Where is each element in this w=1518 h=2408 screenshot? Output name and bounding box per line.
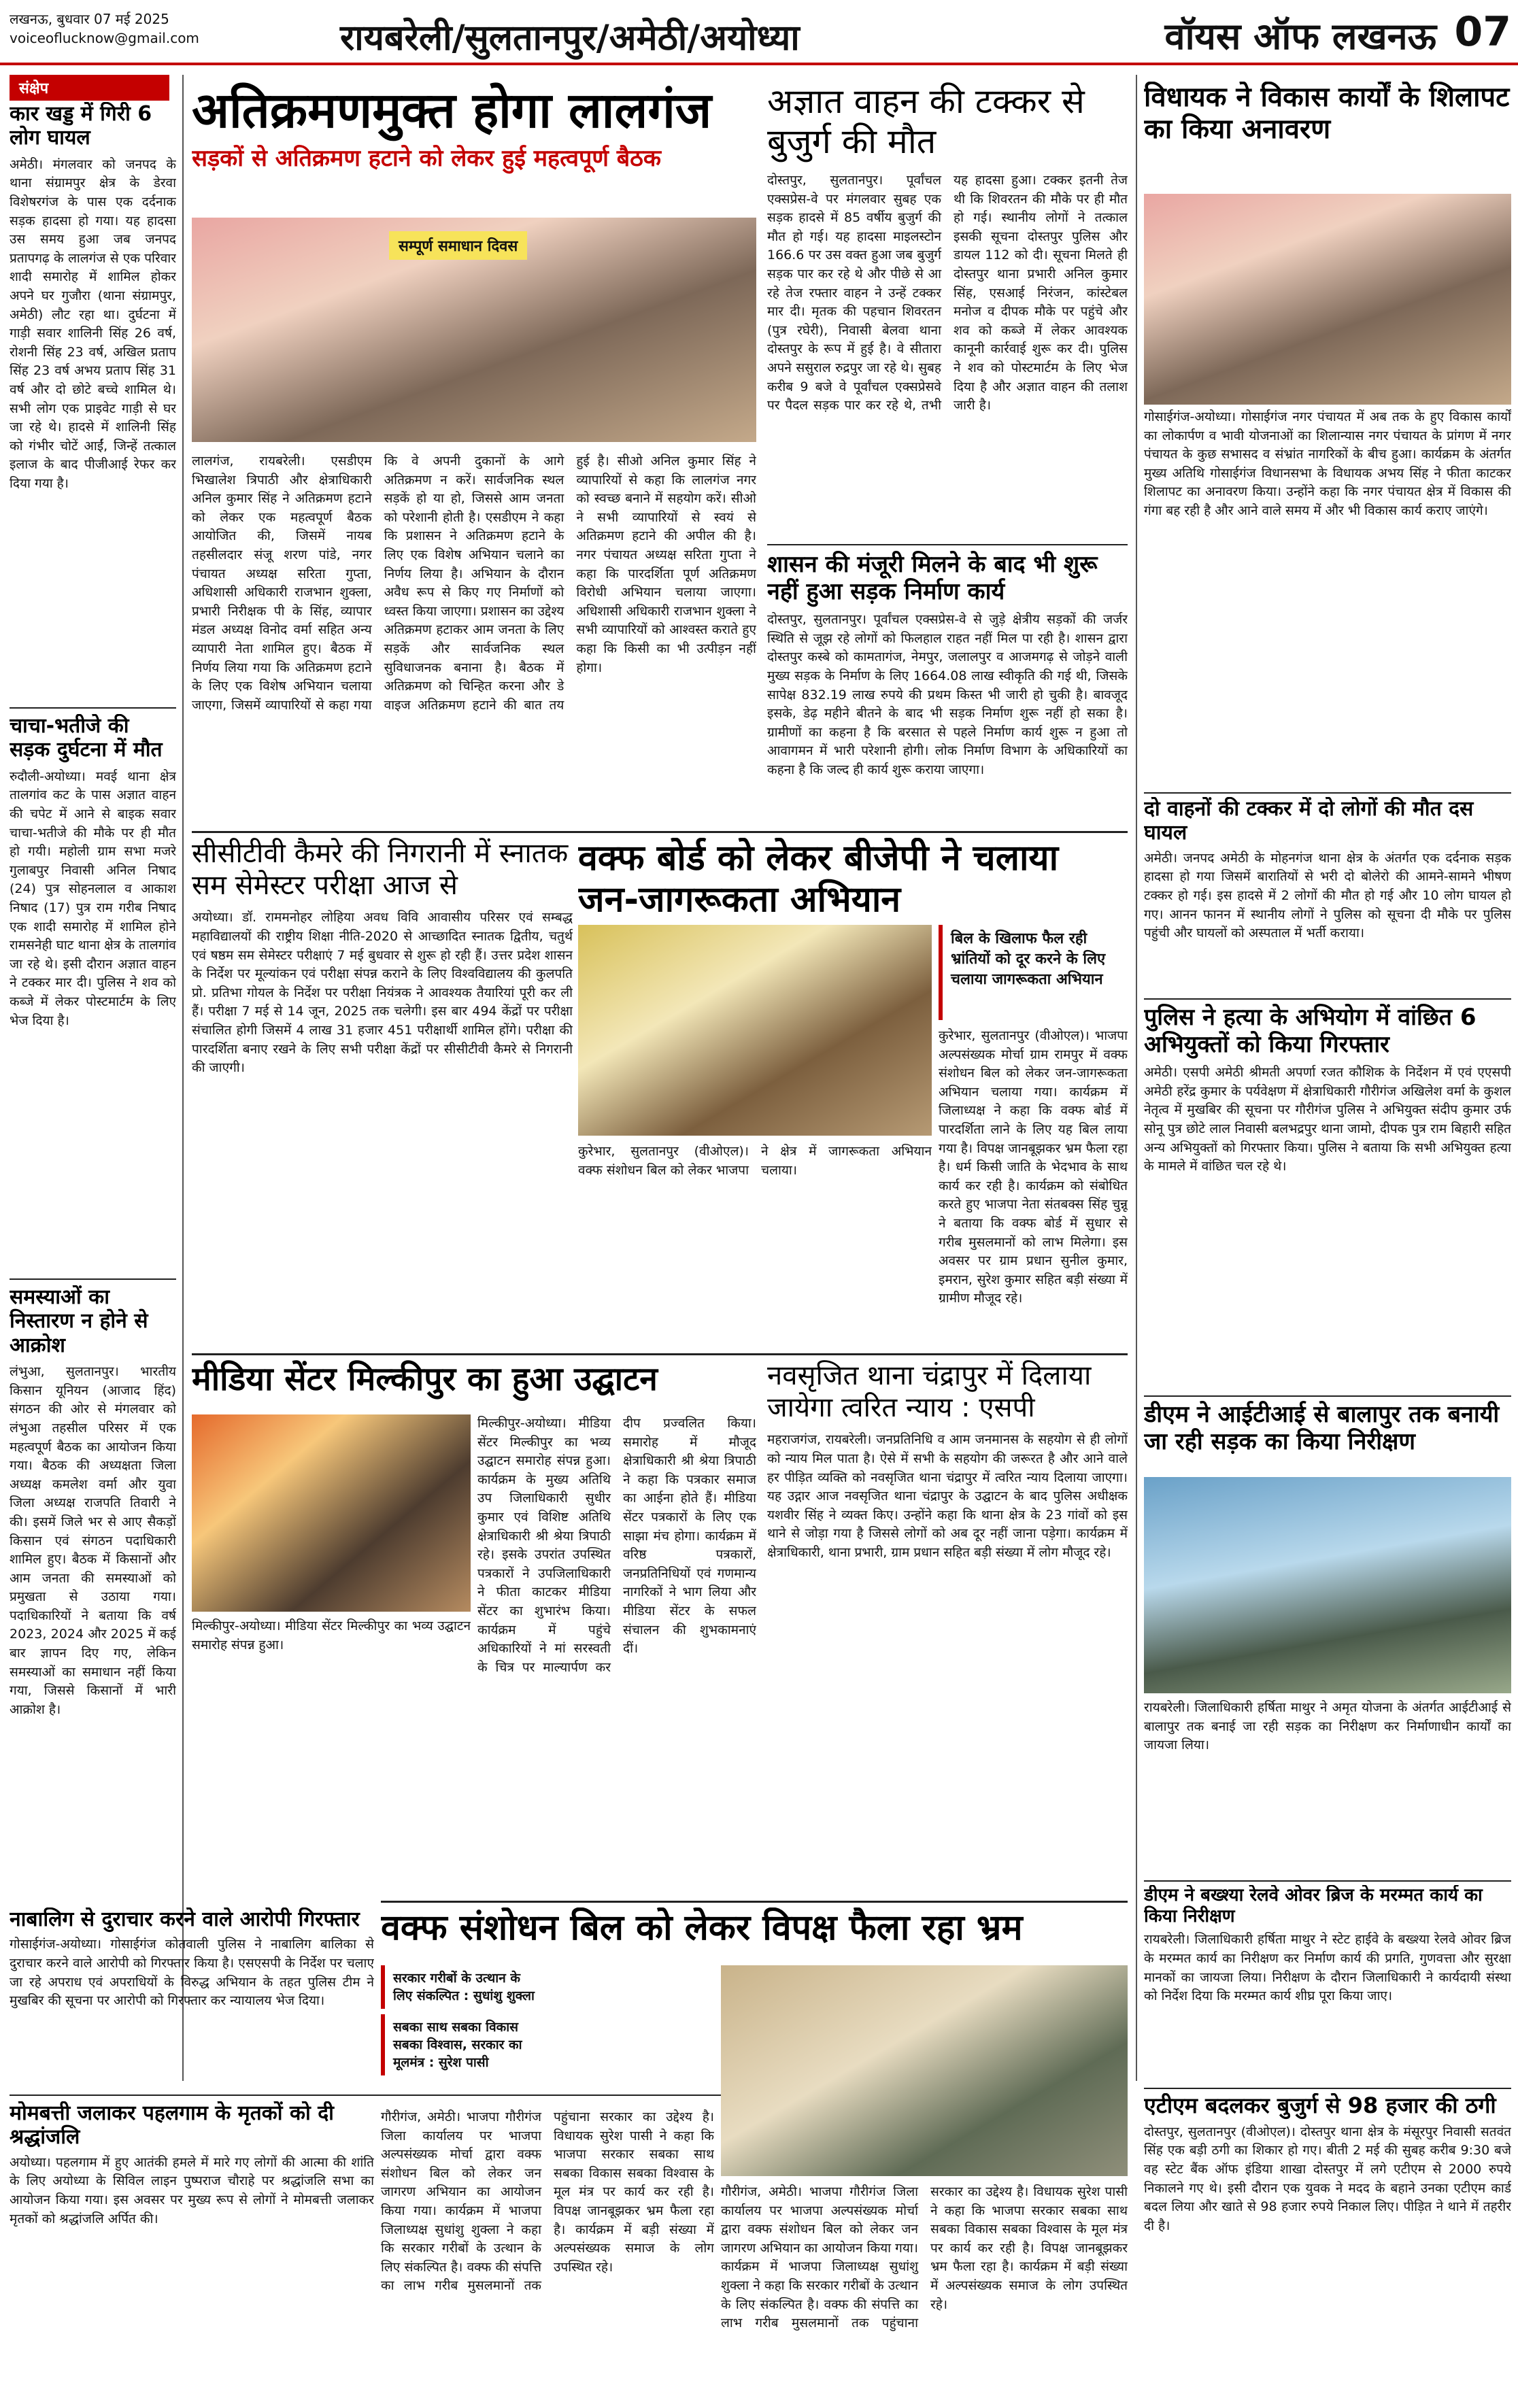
dm-story bbox=[1144, 1401, 1511, 1476]
road-body: दोस्तपुर, सुलतानपुर। पूर्वांचल एक्सप्रेस-वे से जुड़े क्षेत्रीय सड़कों की जर्जर स्थिति से जूझ रहे लोगों को फिलहाल राहत नहीं मिल पा रही है। शासन द्वारा दोस्तपुर कस्बे को कामतागंज, नेमपुर, जलालपुर व आजमगढ़ से जोड़ने वाली मुख्य सड़क के निर्माण के लिए 1664.08 लाख स्वीकृति की गई थी, जिसके सापेक्ष 832.19 लाख रुपये की प्रथम किस्त भी जारी हो चुकी है। बावजूद इसके, डेढ़ महीने बीतने के बाद भी सड़क निर्माण शुरू नहीं हो सका है। ग्रामीणों का कहना है कि बरसात से पहले निर्माण कार्य शुरू न हुआ तो आवागमन में भारी परेशानी होगी। लोक निर्माण विभाग के अधिकारियों का कहना है कि जल्द ही कार्य शुरू कराया जाएगा। bbox=[767, 612, 1128, 777]
mla-body: गोसाईगंज-अयोध्या। गोसाईगंज नगर पंचायत में अब तक के हुए विकास कार्यों का लोकार्पण व भावी योजनाओं का शिलान्यास नगर पंचायत के प्रांगण में नगर पंचायत के कुछ सभासद व संभ्रांत नागरिकों के बीच हुआ। कार्यक्रम के अंतर्गत मुख्य अतिथि गोसाईगंज विधानसभा के विधायक अभय सिंह ने फीता काटकर शिलापट का अनावरण किया। उन्होंने कहा कि नगर पंचायत क्षेत्र में विकास की गंगा बह रही है और आने वाले समय में और भी विकास कार्य कराए जाएंगे। bbox=[1144, 409, 1511, 518]
arrest-headline: पुलिस ने हत्या के अभियोग में वांछित 6 अभियुक्तों को किया गिरफ्तार bbox=[1144, 1004, 1477, 1059]
brief-4 bbox=[10, 1907, 374, 2098]
brief-3-body: लंभुआ, सुलतानपुर। भारतीय किसान यूनियन (आजाद हिंद) संगठन की ओर से मंगलवार को लंभुआ तहसील परिसर में एक महत्वपूर्ण बैठक का आयोजन किया गया। बैठक की अध्यक्षता जिला अध्यक्ष कमलेश वर्मा और युवा जिला अध्यक्ष राजपति तिवारी ने की। इसमें जिले भर से आए सैकड़ों किसान एवं संगठन पदाधिकारी शामिल हुए। बैठक में किसानों और आम जनता की समस्याओं को प्रमुखता से उठाया गया। पदाधिकारियों ने बताया कि वर्ष 2023, 2024 और 2025 में कई बार ज्ञापन दिए गए, लेकिन समस्याओं का समाधान नहीं किया गया, जिससे किसानों में भारी आक्रोश है। bbox=[10, 1364, 176, 1717]
accident-headline: अज्ञात वाहन की टक्कर से बुजुर्ग की मौत bbox=[767, 82, 1085, 161]
nyay-body: महराजगंज, रायबरेली। जनप्रतिनिधि व आम जनमानस के सहयोग से ही लोगों को न्याय मिल पाता है। ऐसे में सभी के सहयोग की जरूरत है और आने वाले हर पीड़ित व्यक्ति को नवसृजित थाना चंद्रापुर में त्वरित न्याय दिलाया जाएगा। यह उद्गार आज नवसृजित थाना चंद्रापुर के उद्घाटन के बाद पुलिस अधीक्षक यशवीर सिंह ने व्यक्त किए। उन्होंने कहा कि थाना क्षेत्र के 23 गांवों को इस थाने से जोड़ा गया है जिससे लोगों को अब दूर नहीं जाना पड़ेगा। कार्यक्रम में क्षेत्राधिकारी, थाना प्रभारी, ग्राम प्रधान सहित बड़ी संख्या में लोग मौजूद रहे। bbox=[767, 1432, 1128, 1560]
brief-1-body: अमेठी। मंगलवार को जनपद के थाना संग्रामपुर क्षेत्र के डेरवा विशेषरगंज के पास एक दर्दनाक सड़क हादसा हो गया। यह हादसा उस समय हुआ जब जनपद प्रतापगढ़ के लालगंज से एक परिवार शादी समारोह में शामिल होकर अपने घर गुजौरा (थाना संग्रामपुर, अमेठी) लौट रहा था। दुर्घटना में गाड़ी सवार शालिनी सिंह 26 वर्ष, रोशनी सिंह 23 वर्ष, अखिल प्रताप सिंह 23 वर्ष अभय प्रताप सिंह 31 वर्ष और दो छोटे बच्चे शामिल थे। सभी लोग एक प्राइवेट गाड़ी से घर जा रहे थे। हादसे में शालिनी सिंह को गंभीर चोटें आईं, जिन्हें तत्काल इलाज के बाद पीजीआई रेफर कर दिया गया है। bbox=[10, 156, 176, 491]
media-body: मिल्कीपुर-अयोध्या। मीडिया सेंटर मिल्कीपुर का भव्य उद्घाटन समारोह संपन्न हुआ। कार्यक्रम के मुख्य अतिथि उप जिलाधिकारी सुधीर कुमार एवं विशिष्ट अतिथि क्षेत्राधिकारी श्री श्रेया त्रिपाठी रहे। इसके उपरांत उपस्थित पत्रकारों ने उपजिलाधिकारी ने फीता काटकर मीडिया सेंटर का शुभारंभ किया। कार्यक्रम में पहुंचे अधिकारियों ने मां सरस्वती के चित्र पर माल्यार्पण कर दीप प्रज्वलित किया। समारोह में मौजूद क्षेत्राधिकारी श्री श्रेया त्रिपाठी ने कहा कि पत्रकार समाज का आईना होते हैं। मीडिया सेंटर पत्रकारों के लिए एक साझा मंच होगा। कार्यक्रम में वरिष्ठ पत्रकारों, जनप्रतिनिधियों एवं गणमान्य नागरिकों ने भाग लिया और मीडिया सेंटर के सफल संचालन की शुभकामनाएं दीं। bbox=[477, 1416, 756, 1675]
atm-body: दोस्तपुर, सुलतानपुर (वीओएल)। दोस्तपुर थाना क्षेत्र के मंसूरपुर निवासी सतवंत सिंह एक बड़ी ठगी का शिकार हो गए। बीती 2 मई की सुबह करीब 9:30 बजे वह स्टेट बैंक ऑफ इंडिया शाखा दोस्तपुर में लगे एटीएम से 2000 रुपये निकालने गए थे। इसी दौरान एक युवक ने मदद के बहाने उनका एटीएम कार्ड बदल लिया और खाते से 98 हजार रुपये निकाल लिए। पीड़ित ने थाने में तहरीर दी है। bbox=[1144, 2124, 1511, 2233]
dateline-block bbox=[10, 10, 199, 48]
masthead bbox=[0, 0, 1518, 65]
sankshep-label: संक्षेप bbox=[10, 75, 169, 101]
waqf-bjp-headline: वक्फ बोर्ड को लेकर बीजेपी ने चलाया जन-जागरूकता अभियान bbox=[578, 838, 1059, 921]
brief-5 bbox=[10, 2101, 374, 2401]
road-story bbox=[767, 551, 1128, 823]
waqf-opp-headline: वक्फ संशोधन बिल को लेकर विपक्ष फैला रहा भ्रम bbox=[381, 1907, 1023, 1948]
waqf-bjp-caption: कुरेभार, सुलतानपुर (वीओएल)। वक्फ संशोधन बिल को लेकर भाजपा ने क्षेत्र में जागरूकता अभियान चलाया। bbox=[578, 1144, 932, 1178]
photo-banner: सम्पूर्ण समाधान दिवस bbox=[389, 231, 527, 260]
bridge-story bbox=[1144, 1885, 1511, 2082]
cctv-headline: सीसीटीवी कैमरे की निगरानी में स्नातक सम सेमेस्टर परीक्षा आज से bbox=[192, 838, 569, 902]
waqf-opp-photo bbox=[721, 1965, 1128, 2176]
lalganj-body: लालगंज, रायबरेली। एसडीएम भिखालेश त्रिपाठी और क्षेत्राधिकारी अनिल कुमार सिंह ने अतिक्रमण हटाने को लेकर एक महत्वपूर्ण बैठक आयोजित की, जिसमें नायब तहसीलदार संजू शरण पांडे, नगर पंचायत अध्यक्ष सरिता गुप्ता, अधिशासी अधिकारी राजभान शुक्ला, प्रभारी निरीक्षक पी के सिंह, व्यापार मंडल अध्यक्ष विनोद वर्मा सहित अन्य व्यापारी नेता शामिल हुए। बैठक में निर्णय लिया गया कि अतिक्रमण हटाने के लिए एक विशेष अभियान चलाया जाएगा, जिसमें व्यापारियों से कहा गया कि वे अपनी दुकानों के आगे अतिक्रमण न करें। सार्वजनिक स्थल सड़कें हो या हो, जिससे आम जनता को परेशानी होती है। एसडीएम ने कहा कि प्रशासन ने अतिक्रमण हटाने के लिए एक विशेष अभियान चलाने का निर्णय लिया है। अभियान के दौरान अवैध रूप से किए गए निर्माणों को ध्वस्त किया जाएगा। प्रशासन का उद्देश्य अतिक्रमण हटाकर आम जनता के लिए सड़कें और सार्वजनिक स्थल सुविधाजनक बनाना है। बैठक में अतिक्रमण को चिन्हित करना और डे वाइज अतिक्रमण हटाने की बात तय हुई है। सीओ अनिल कुमार सिंह ने व्यापारियों से कहा कि लालगंज नगर को स्वच्छ बनाने में सहयोग करें। सीओ ने सभी व्यापारियों से स्वयं से अतिक्रमण हटाने की अपील की है। नगर पंचायत अध्यक्ष सरिता गुप्ता ने कहा कि पारदर्शिता पूर्ण अतिक्रमण विरोधी अभियान चलाया जाएगा। अधिशासी अधिकारी राजभान शुक्ला ने सभी व्यापारियों को आश्वस्त कराते हुए कहा कि किसी का भी उत्पीड़न नहीं होगा। bbox=[192, 454, 756, 713]
waqf-bjp-photo bbox=[578, 925, 932, 1136]
waqf-bjp-header bbox=[578, 838, 1128, 926]
website: voiceoflucknow@gmail.com bbox=[10, 30, 199, 46]
section-title: रायबरेली/सुलतानपुर/अमेठी/अयोध्या bbox=[340, 18, 800, 58]
quote-1: सरकार गरीबों के उत्थान के लिए संकल्पित : सुधांशु शुक्ला bbox=[381, 1965, 544, 2009]
atm-story bbox=[1144, 2093, 1511, 2403]
nyay-story bbox=[767, 1360, 1128, 1890]
waqf-opp-body-2: गौरीगंज, अमेठी। भाजपा गौरीगंज जिला कार्यालय पर भाजपा अल्पसंख्यक मोर्चा द्वारा वक्फ संशोधन बिल को लेकर जन जागरण अभियान का आयोजन किया गया। कार्यक्रम में भाजपा जिलाध्यक्ष सुधांशु शुक्ला ने कहा कि सरकार गरीबों के उत्थान के लिए संकल्पित है। वक्फ की संपत्ति का लाभ गरीब मुसलमानों तक पहुंचाना सरकार का उद्देश्य है। विधायक सुरेश पासी ने कहा कि भाजपा सरकार सबका साथ सबका विकास सबका विश्वास के मूल मंत्र पर कार्य कर रही है। विपक्ष जानबूझकर भ्रम फैला रहा है। कार्यक्रम में बड़ी संख्या में अल्पसंख्यक समाज के लोग उपस्थित रहे। bbox=[721, 2184, 1128, 2331]
page-number: 07 bbox=[1454, 8, 1511, 56]
road-headline: शासन की मंजूरी मिलने के बाद भी शुरू नहीं हुआ सड़क निर्माण कार्य bbox=[767, 551, 1098, 606]
waqf-opp-body: गौरीगंज, अमेठी। भाजपा गौरीगंज जिला कार्यालय पर भाजपा अल्पसंख्यक मोर्चा द्वारा वक्फ संशोधन बिल को लेकर जन जागरण अभियान का आयोजन किया गया। कार्यक्रम में भाजपा जिलाध्यक्ष सुधांशु शुक्ला ने कहा कि सरकार गरीबों के उत्थान के लिए संकल्पित है। वक्फ की संपत्ति का लाभ गरीब मुसलमानों तक पहुंचाना सरकार का उद्देश्य है। विधायक सुरेश पासी ने कहा कि भाजपा सरकार सबका साथ सबका विकास सबका विश्वास के मूल मंत्र पर कार्य कर रही है। विपक्ष जानबूझकर भ्रम फैला रहा है। कार्यक्रम में बड़ी संख्या में अल्पसंख्यक समाज के लोग उपस्थित रहे। bbox=[381, 2109, 714, 2294]
accident-body: दोस्तपुर, सुलतानपुर। पूर्वांचल एक्सप्रेस-वे पर मंगलवार सुबह एक सड़क हादसे में 85 वर्षीय बुजुर्ग की मौत हो गई। यह हादसा माइलस्टोन 166.6 पर उस वक्त हुआ जब बुजुर्ग सड़क पार कर रहे थे और पीछे से आ रहे तेज रफ्तार वाहन ने उन्हें टक्कर मार दी। मृतक की पहचान शिवरतन (पुत्र रघेरी), निवासी बेलवा थाना दोस्तपुर के रूप में हुई है। वे सीतारा अपने ससुराल रुद्रपुर जा रहे थे। सुबह करीब 9 बजे वे पूर्वांचल एक्सप्रेसवे पर पैदल सड़क पार कर रहे थे, तभी यह हादसा हुआ। टक्कर इतनी तेज थी कि शिवरतन की मौके पर ही मौत हो गई। स्थानीय लोगों ने तत्काल इसकी सूचना दोस्तपुर पुलिस और डायल 112 को दी। सूचना मिलते ही दोस्तपुर थाना प्रभारी अनिल कुमार सिंह, एसआई निरंजन, कांस्टेबल मनोज व दीपक मौके पर पहुंचे और शव को कब्जे में लेकर आवश्यक कानूनी कार्रवाई शुरू कर दी। पुलिस ने शव को पोस्टमार्टम के लिए भेज दिया है और अज्ञात वाहन की तलाश जारी है। bbox=[767, 173, 1128, 413]
waqf-bjp-highlight: बिल के खिलाफ फैल रही भ्रांतियों को दूर करने के लिए चलाया जागरूकता अभियान bbox=[939, 925, 1128, 1020]
media-caption: मिल्कीपुर-अयोध्या। मीडिया सेंटर मिल्कीपुर का भव्य उद्घाटन समारोह संपन्न हुआ। bbox=[192, 1618, 471, 1652]
brief-1-headline: कार खड्ड में गिरी 6 लोग घायल bbox=[10, 102, 152, 150]
mla-headline: विधायक ने विकास कार्यों के शिलापट का किया अनावरण bbox=[1144, 82, 1510, 146]
quote-2: सबका साथ सबका विकास सबका विश्वास, सरकार का मूलमंत्र : सुरेश पासी bbox=[381, 2014, 544, 2075]
brief-3-headline: समस्याओं का निस्तारण न होने से आक्रोश bbox=[10, 1285, 148, 1357]
dm-photo bbox=[1144, 1477, 1511, 1693]
tractor-story bbox=[1144, 797, 1511, 994]
tractor-body: अमेठी। जनपद अमेठी के मोहनगंज थाना क्षेत्र के अंतर्गत एक दर्दनाक सड़क हादसा हो गया जिसमें बारातियों से भरी दो बोलेरो की आमने-सामने भीषण टक्कर हो गई। इस हादसे में 2 लोगों की मौत हो गई और 10 लोग घायल हो गए। आनन फानन में स्थानीय लोगों ने पुलिस को सूचना दी मौके पर पुलिस पहुंची और घायलों को अस्पताल में भर्ती कराया। bbox=[1144, 850, 1511, 941]
waqf-opp-quotes bbox=[381, 1965, 544, 2101]
media-photo bbox=[192, 1414, 471, 1612]
brief-4-body: गोसाईगंज-अयोध्या। गोसाईगंज कोतवाली पुलिस ने नाबालिग बालिका से दुराचार करने वाले आरोपी को गिरफ्तार किया है। एसएसपी के निर्देश पर चलाए जा रहे अपराध एवं अपराधियों के विरुद्ध अभियान के तहत पुलिस टीम ने मुखबिर की सूचना पर आरोपी को गिरफ्तार कर न्यायालय भेज दिया। bbox=[10, 1937, 374, 2009]
bridge-body: रायबरेली। जिलाधिकारी हर्षिता माथुर ने स्टेट हाईवे के बख्श्या रेलवे ओवर ब्रिज के मरम्मत कार्य का निरीक्षण कर निर्माण कार्य की प्रगति, गुणवत्ता और सुरक्षा मानकों का जायजा लिया। निरीक्षण के दौरान जिलाधिकारी ने कार्यदायी संस्था को निर्देश दिया कि मरम्मत कार्य शीघ्र पूरा किया जाए। bbox=[1144, 1932, 1511, 2004]
brief-4-headline: नाबालिग से दुराचार करने वाले आरोपी गिरफ्तार bbox=[10, 1907, 360, 1931]
waqf-bjp-body-right: कुरेभार, सुलतानपुर (वीओएल)। भाजपा अल्पसंख्यक मोर्चा ग्राम रामपुर में वक्फ संशोधन बिल को लेकर जन-जागरूकता अभियान चलाया गया। कार्यक्रम में जिलाध्यक्ष ने कहा कि वक्फ बोर्ड में पारदर्शिता लाने के लिए यह बिल लाया गया है। विपक्ष जानबूझकर भ्रम फैला रहा है। धर्म किसी जाति के भेदभाव के साथ कार्य कर रही है। कार्यक्रम को संबोधित करते हुए भाजपा नेता संतबक्स सिंह चुन्नू ने बताया कि वक्फ बोर्ड में सुधार से गरीब मुसलमानों को लाभ मिलेगा। इस अवसर पर ग्राम प्रधान सुनील कुमार, इमरान, सुरेश कुमार सहित बड़ी संख्या में ग्रामीण मौजूद रहे। bbox=[939, 1028, 1128, 1306]
media-headline: मीडिया सेंटर मिल्कीपुर का हुआ उद्घाटन bbox=[192, 1360, 658, 1398]
lalganj-subhead: सड़कों से अतिक्रमण हटाने को लेकर हुई महत्वपूर्ण बैठक bbox=[192, 144, 662, 172]
lalganj-headline: अतिक्रमणमुक्त होगा लालगंज bbox=[192, 82, 712, 139]
brief-2-body: रुदौली-अयोध्या। मवई थाना क्षेत्र तालगांव कट के पास अज्ञात वाहन की चपेट में आने से बाइक सवार चाचा-भतीजे की मौके पर ही मौत हो गयी। महोली ग्राम सभा मजरे गुलाबपुर निवासी अनिल निषाद (24) पुत्र सोहनलाल व आकाश निषाद (17) पुत्र राम गरीब निषाद एक शादी समारोह में शामिल होने रामसनेही घाट थाना क्षेत्र के तालगांव जा रहे थे। इसी दौरान अज्ञात वाहन ने टक्कर मार दी। पुलिस ने शव को कब्जे में लेकर पोस्टमार्टम के लिए भेज दिया है। bbox=[10, 768, 176, 1028]
brief-2-headline: चाचा-भतीजे की सड़क दुर्घटना में मौत bbox=[10, 714, 163, 762]
dm-headline: डीएम ने आईटीआई से बालापुर तक बनायी जा रही सड़क का किया निरीक्षण bbox=[1144, 1401, 1500, 1456]
waqf-opp-story bbox=[381, 1907, 1128, 1962]
dm-caption: रायबरेली। जिलाधिकारी हर्षिता माथुर ने अमृत योजना के अंतर्गत आईटीआई से बालापुर तक बनाई जा रही सड़क का निरीक्षण कर निर्माणाधीन कार्यों का जायजा लिया। bbox=[1144, 1700, 1511, 1753]
cctv-story bbox=[192, 838, 573, 1341]
arrest-body: अमेठी। एसपी अमेठी श्रीमती अपर्णा रजत कौशिक के निर्देशन में एवं एएसपी अमेठी हरेंद्र कुमार के पर्यवेक्षण में क्षेत्राधिकारी गौरीगंज अखिलेश वर्मा के कुशल नेतृत्व में मुखबिर की सूचना पर गौरीगंज पुलिस ने अभियुक्त संदीप कुमार उर्फ सोनू पुत्र छोटे लाल निवासी बलभद्रपुर थाना जामो, दीपक पुत्र राम बिहारी सहित अन्य अभियुक्तों को गिरफ्तार किया। पुलिस ने बताया कि सभी अभियुक्त हत्या के मामले में वांछित चल रहे थे। bbox=[1144, 1065, 1511, 1174]
cctv-body: अयोध्या। डॉ. राममनोहर लोहिया अवध विवि आवासीय परिसर एवं सम्बद्ध महाविद्यालयों की राष्ट्रीय शिक्षा नीति-2020 से आच्छादित स्नातक द्वितीय, चतुर्थ एवं षष्ठम सम सेमेस्टर परीक्षाएं 7 मई बुधवार से शुरू हो रही हैं। उत्तर प्रदेश शासन के निर्देश पर मूल्यांकन एवं परीक्षा संपन्न कराने के लिए विश्वविद्यालय की कुलपति प्रो. प्रतिभा गोयल के निर्देश पर परीक्षा नियंत्रक ने आवश्यक तैयारियां पूरी कर ली हैं। परीक्षा 7 मई से 14 जून, 2025 तक चलेगी। इस बार 494 केंद्रों पर परीक्षा संचालित होगी जिसमें 4 लाख 31 हजार 451 परीक्षार्थी शामिल होंगे। परीक्षा की पारदर्शिता बनाए रखने के लिए सभी परीक्षा केंद्रों पर सीसीटीवी कैमरे से निगरानी की जाएगी। bbox=[192, 910, 573, 1076]
brief-5-headline: मोमबत्ती जलाकर पहलगाम के मृतकों को दी श्रद्धांजलि bbox=[10, 2101, 334, 2150]
lalganj-meeting-photo bbox=[192, 218, 756, 442]
media-story bbox=[192, 1360, 709, 1414]
nyay-headline: नवसृजित थाना चंद्रापुर में दिलाया जायेगा त्वरित न्याय : एसपी bbox=[767, 1360, 1092, 1424]
brief-2 bbox=[10, 714, 176, 1272]
atm-headline: एटीएम बदलकर बुजुर्ग से 98 हजार की ठगी bbox=[1144, 2093, 1496, 2118]
brief-5-body: अयोध्या। पहलगाम में हुए आतंकी हमले में मारे गए लोगों की आत्मा की शांति के लिए अयोध्या के सिविल लाइन पुष्पराज चौराहे पर श्रद्धांजलि सभा का आयोजन किया गया। इस अवसर पर मुख्य रूप से लोगों ने मोमबत्ती जलाकर मृतकों को श्रद्धांजलि अर्पित की। bbox=[10, 2154, 374, 2226]
dateline: लखनऊ, बुधवार 07 मई 2025 bbox=[10, 11, 169, 27]
arrest-story bbox=[1144, 1004, 1511, 1391]
tractor-headline: दो वाहनों की टक्कर में दो लोगों की मौत दस घायल bbox=[1144, 797, 1474, 845]
newspaper-logo: वॉयस ऑफ लखनऊ bbox=[1164, 14, 1436, 58]
mla-story bbox=[1144, 82, 1511, 190]
accident-story bbox=[767, 82, 1128, 544]
bridge-headline: डीएम ने बख्श्या रेलवे ओवर ब्रिज के मरम्मत कार्य का किया निरीक्षण bbox=[1144, 1885, 1483, 1927]
mla-photo bbox=[1144, 194, 1511, 405]
